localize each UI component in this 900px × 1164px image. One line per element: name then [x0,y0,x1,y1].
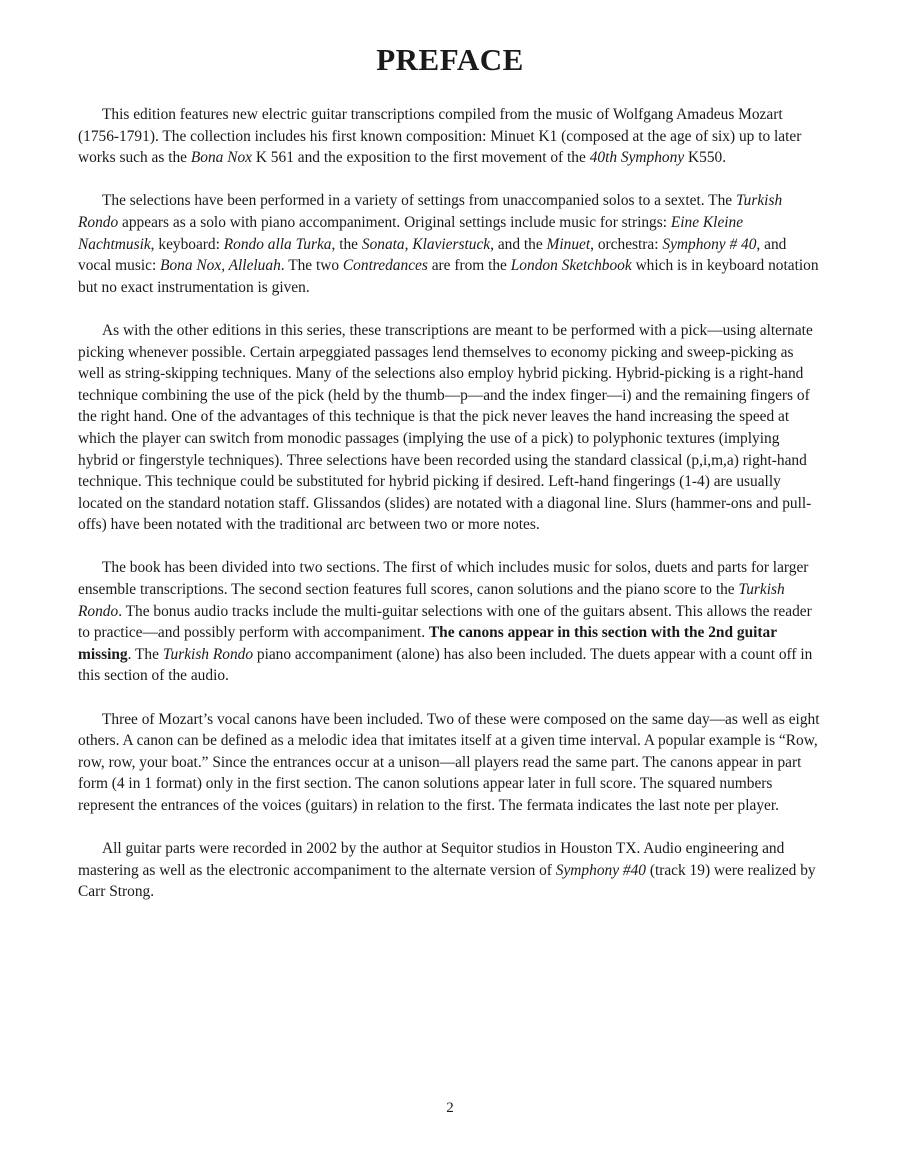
preface-page [78,40,822,925]
paragraph-text: . The bonus audio tracks include the multi-guitar selections with one of the guitars absent. This allows the reader to practice—and possibly perform with accompaniment. [78,602,812,642]
italic-title-text: 40th Symphony [589,149,685,167]
paragraph-text: . The two [280,257,343,275]
preface-paragraph [78,190,822,298]
paragraph-text: (track 19) were realized by Carr Strong. [78,861,816,901]
paragraph-text: The book has been divided into two sections. The first of which includes music for solos, duets and parts for larger ensemble transcriptions. The second section features full scores, canon solutions and the piano score to the [78,559,809,599]
italic-title-text: Minuet [546,235,591,253]
paragraph-text: , the [331,235,362,253]
italic-title-text: Turkish Rondo [78,192,783,231]
paragraph-text: , and the [490,235,547,253]
paragraph-text: K 561 and the exposition to the first movement of the [252,149,590,167]
preface-paragraph [78,104,822,169]
preface-paragraph [78,709,822,817]
paragraph-text: piano accompaniment (alone) has also been included. The duets appear with a count off in this section of the audio. [78,645,813,685]
italic-title-text: Bona Nox, Alleluah [160,257,281,275]
page-title: PREFACE [376,42,524,77]
paragraph-text: . The [127,645,163,663]
paragraph-text: As with the other editions in this series, these transcriptions are meant to be performed with a pick—using alternate picking whenever possible. Certain arpeggiated passages lend themselves to economy picking and sweep-picking as well as string-skipping techniques. Many of the selections also employ hybrid picking. Hybrid-picking is a right-hand technique combining the use of the pick (held by the thumb—p—and the index finger—i) and the remaining fingers of the right hand. One of the advantages of this technique is that the pick never leaves the hand increasing the speed at which the player can switch from monodic passages (implying the use of a pick) to polyphonic textures (implying hybrid or fingerstyle techniques). Three selections have been recorded using the standard classical (p,i,m,a) right-hand technique. This technique could be substituted for hybrid picking if desired. Left-hand fingerings (1-4) are usually located on the standard notation staff. Glissandos (slides) are notated with a diagonal line. Slurs (hammer-ons and pull-offs) have been notated with the traditional arc between two or more notes. [78,321,813,534]
page-number: 2 [446,1100,454,1116]
italic-title-text: Symphony #40 [555,861,646,879]
paragraph-text: This edition features new electric guitar transcriptions compiled from the music of Wolfgang Amadeus Mozart (1756-1791). The collection includes his first known composition: Minuet K1 (composed at the age of six) up to later works such as the [78,106,802,167]
paragraph-text: appears as a solo with piano accompaniment. Original settings include music for strings: [118,213,671,231]
italic-title-text: Turkish Rondo [78,581,785,620]
preface-paragraph [78,320,822,536]
italic-title-text: Contredances [342,257,428,275]
italic-title-text: London Sketchbook [510,257,632,275]
italic-title-text: Eine Kleine Nachtmusik [78,213,744,253]
paragraph-text: The selections have been performed in a variety of settings from unaccompanied solos to a sextet. The [102,192,736,210]
italic-title-text: Turkish Rondo [162,645,254,663]
paragraph-text: Three of Mozart’s vocal canons have been included. Two of these were composed on the same day—as well as eight others. A canon can be defined as a melodic idea that imitates itself at a given time interval. A popular example is “Row, row, row, your boat.” Since the entrances occur at a unison—all players read the same part. The canons appear in part form (4 in 1 format) only in the first section. The canon solutions appear later in full score. The squared numbers represent the entrances of the voices (guitars) in relation to the first. The fermata indicates the last note per player. [78,710,820,814]
paragraph-text: which is in keyboard notation but no exact instrumentation is given. [78,257,819,296]
paragraph-text: , and vocal music: [78,235,787,275]
bold-emphasis-text: The canons appear in this section with the 2nd guitar missing [78,624,777,663]
preface-paragraph [78,838,822,903]
italic-title-text: Sonata, Klavierstuck [361,235,491,253]
paragraph-text: , keyboard: [150,235,224,253]
paragraph-text: All guitar parts were recorded in 2002 by the author at Sequitor studios in Houston TX. Audio engineering and mastering as well as the electronic accompaniment to the alternate version of [78,840,785,879]
paragraph-text: are from the [427,257,511,275]
preface-body [78,104,822,903]
paragraph-text: K550. [684,149,727,167]
italic-title-text: Symphony # 40 [662,235,757,253]
italic-title-text: Rondo alla Turka [223,235,332,253]
paragraph-text: , orchestra: [590,235,663,253]
italic-title-text: Bona Nox [190,149,252,167]
preface-paragraph [78,557,822,687]
